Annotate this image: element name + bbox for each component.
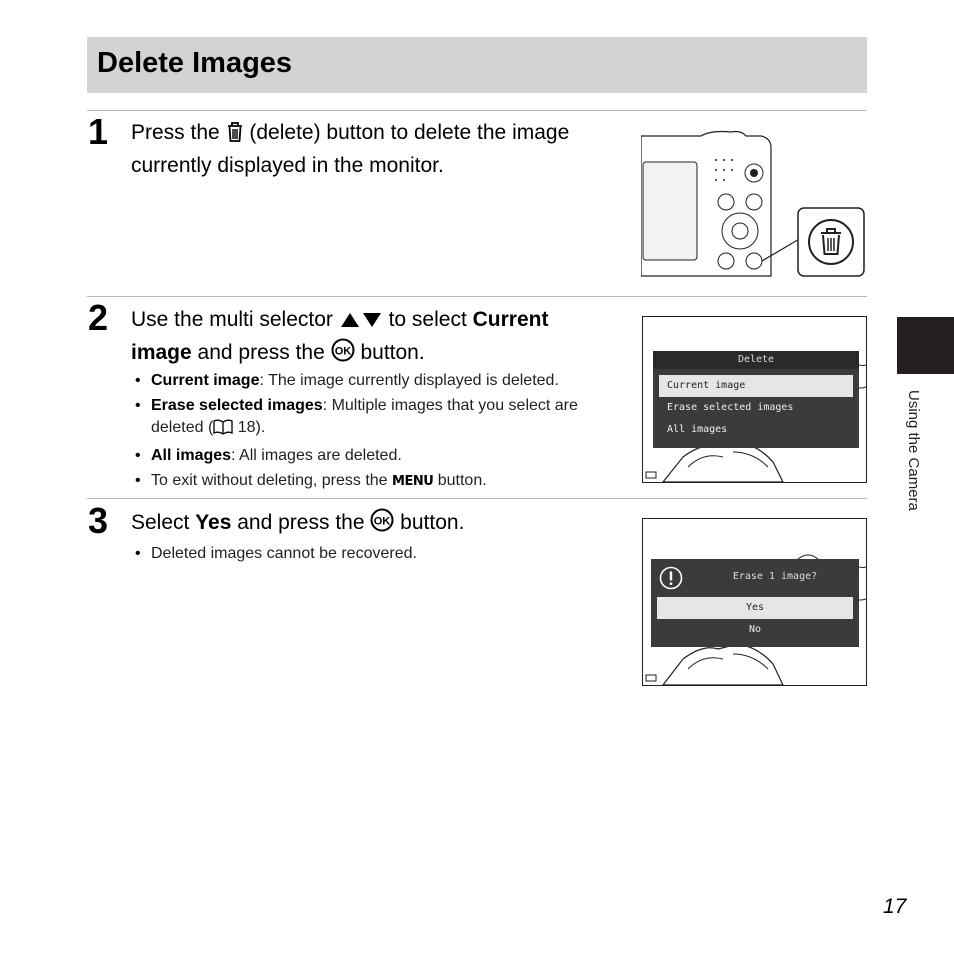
step-number: 1 [88, 111, 109, 152]
page-title: Delete Images [97, 47, 293, 79]
step3-bullet-list [133, 543, 613, 568]
menu-item-all-images[interactable]: All images [667, 424, 728, 435]
step2-text: and press the [191, 341, 331, 364]
step3-text: Select [131, 511, 196, 534]
trash-icon [226, 121, 244, 151]
delete-menu [653, 351, 859, 448]
bullet-text: To exit without deleting, press the [151, 472, 393, 489]
divider [87, 296, 867, 297]
step3-instruction [131, 508, 611, 541]
list-item [133, 395, 613, 442]
step2-text: Use the multi selector [131, 308, 339, 331]
warning-icon [659, 566, 683, 593]
menu-item-current-image[interactable]: Current image [659, 375, 853, 397]
confirm-no-option[interactable]: No [748, 624, 762, 635]
divider [87, 110, 867, 111]
menu-button-icon: MENU [392, 474, 434, 489]
step3-text: and press the [231, 511, 371, 534]
bullet-term: Current image [151, 372, 260, 389]
ok-button-icon [331, 338, 355, 371]
bullet-text: : The image currently displayed is deleted. [259, 372, 559, 389]
up-down-arrows-icon [339, 308, 383, 338]
step1-text: (delete) button to delete the image currently displayed in the monitor. [131, 121, 570, 177]
menu-item-erase-selected[interactable]: Erase selected images [667, 402, 794, 413]
step2-instruction [131, 305, 611, 371]
list-item [133, 445, 613, 467]
divider [87, 498, 867, 499]
section-label [905, 390, 925, 540]
delete-menu-screen [642, 316, 867, 483]
confirm-dialog [651, 559, 859, 647]
page-number: 17 [883, 895, 907, 918]
section-label-text: Using the Camera [905, 390, 922, 511]
step3-option: Yes [195, 511, 232, 534]
camera-back-illustration [641, 128, 867, 278]
svg-text:OK: OK [334, 345, 351, 358]
bullet-term: Erase selected images [151, 397, 323, 414]
step1-text: Press the [131, 121, 226, 144]
step3-text: button. [394, 511, 465, 534]
bullet-text: : Multiple images that you select are deleted ( [151, 397, 578, 436]
bullet-term: All images [151, 447, 232, 464]
list-item: • Deleted images cannot be recovered. [133, 543, 613, 565]
bullet-text: : All images are deleted. [231, 447, 402, 464]
step-number: 2 [88, 297, 109, 338]
step-number: 3 [88, 500, 109, 541]
list-item [133, 370, 613, 392]
menu-title: Delete [653, 351, 859, 369]
step2-bullet-list [133, 370, 613, 496]
list-item [133, 470, 613, 493]
step2-text: to select [382, 308, 473, 331]
confirm-yes-option[interactable]: Yes [657, 597, 853, 619]
step1-instruction [131, 118, 611, 181]
section-tab [897, 317, 954, 374]
step2-option: Current image [131, 308, 549, 364]
confirm-question: Erase 1 image? [732, 571, 818, 582]
book-reference-icon [213, 419, 233, 442]
step2-text: button. [354, 341, 425, 364]
title-bar [87, 37, 867, 93]
bullet-text: button. [433, 472, 487, 489]
ok-button-icon [370, 508, 394, 541]
svg-text:OK: OK [374, 515, 391, 528]
confirm-screen [642, 518, 867, 686]
bullet-text: 18). [233, 419, 266, 436]
